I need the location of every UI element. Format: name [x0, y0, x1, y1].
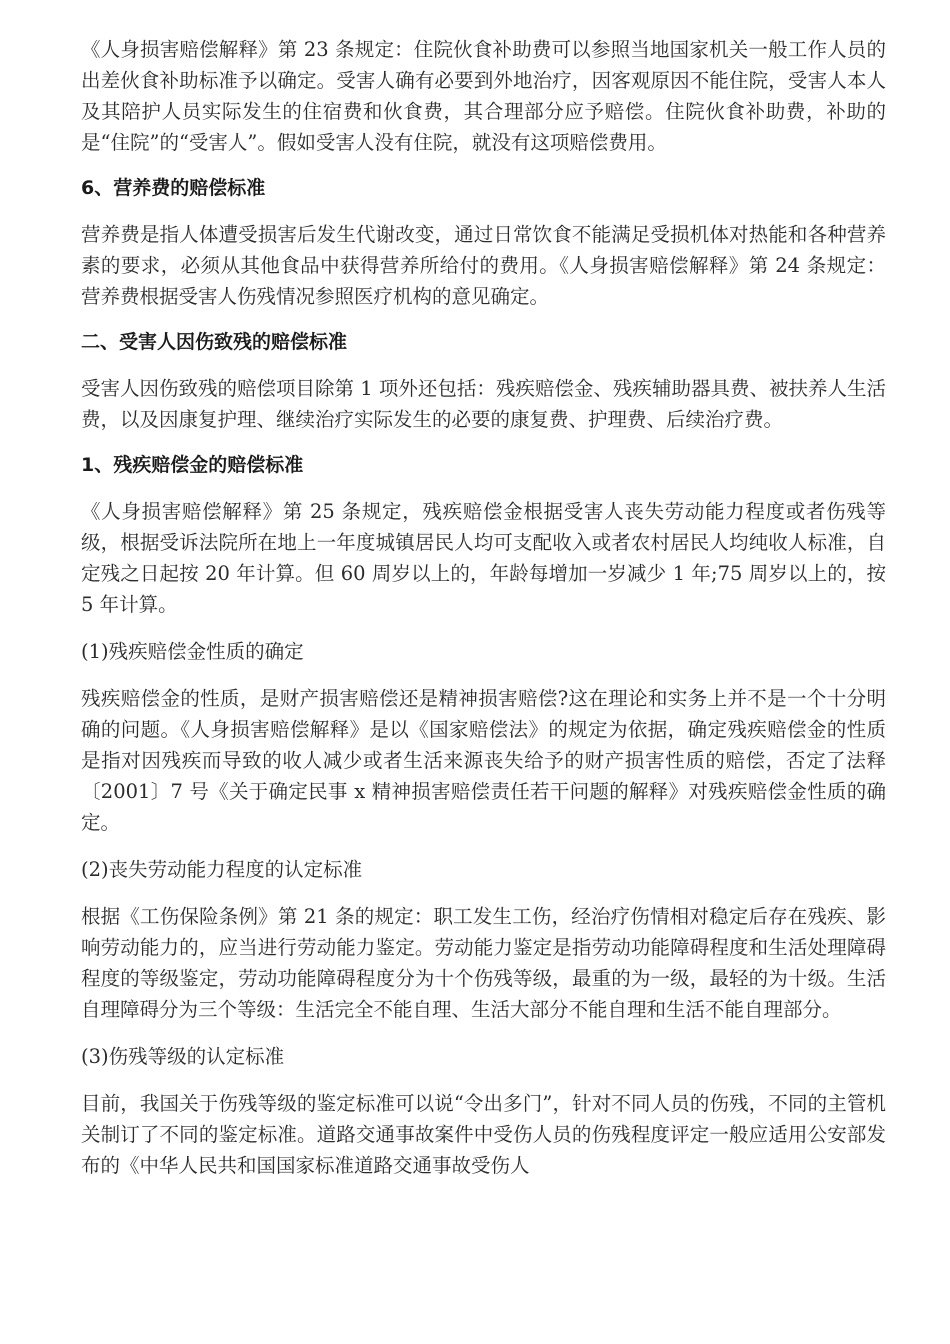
paragraph-labor-capacity: 根据《工伤保险条例》第 21 条的规定：职工发生工伤，经治疗伤情相对稳定后存在残疾、影响劳动能力的，应当进行劳动能力鉴定。劳动能力鉴定是指劳动功能障碍程度和生活处理障碍程度的等级鉴定，劳动功能障碍程度分为十个伤残等级，最重的为一级，最轻的为十级。生活自理障碍分为三个等级：生活完全不能自理、生活大部分不能自理和生活不能自理部分。: [81, 905, 886, 1021]
paragraph-disability-grade: 目前，我国关于伤残等级的鉴定标准可以说“令出多门”，针对不同人员的伤残，不同的主管机关制订了不同的鉴定标准。道路交通事故案件中受伤人员的伤残程度评定一般应适用公安部发布的《中华人民共和国国家标准道路交通事故受伤人: [81, 1092, 886, 1177]
paragraph-hospital-meal-subsidy: 《人身损害赔偿解释》第 23 条规定：住院伙食补助费可以参照当地国家机关一般工作人员的出差伙食补助标准予以确定。受害人确有必要到外地治疗，因客观原因不能住院，受害人本人及其陪护人员实际发生的住宿费和伙食费，其合理部分应予赔偿。住院伙食补助费，补助的是“住院”的“受害人”。假如受害人没有住院，就没有这项赔偿费用。: [81, 38, 886, 154]
heading-nutrition-fee: 6、营养费的赔偿标准: [81, 177, 266, 199]
heading-disability-compensation-standard: 1、残疾赔偿金的赔偿标准: [81, 454, 304, 476]
paragraph-nutrition-fee: 营养费是指人体遭受损害后发生代谢改变，通过日常饮食不能满足受损机体对热能和各种营养素的要求，必须从其他食品中获得营养所给付的费用。《人身损害赔偿解释》第 24 条规定：营养费根据受害人伤残情况参照医疗机构的意见确定。: [81, 223, 886, 308]
paragraph-article-25: 《人身损害赔偿解释》第 25 条规定，残疾赔偿金根据受害人丧失劳动能力程度或者伤残等级，根据受诉法院所在地上一年度城镇居民人均可支配收入或者农村居民人均纯收人标准，自定残之日起按 20 年计算。但 60 周岁以上的，年龄每增加一岁减少 1 年;75 周岁以上的，按 5 年计算。: [81, 500, 886, 616]
subheading-nature: (1)残疾赔偿金性质的确定: [81, 640, 304, 663]
paragraph-nature: 残疾赔偿金的性质，是财产损害赔偿还是精神损害赔偿?这在理论和实务上并不是一个十分明确的问题。《人身损害赔偿解释》是以《国家赔偿法》的规定为依据，确定残疾赔偿金的性质是指对因残疾而导致的收人减少或者生活来源丧失给予的财产损害性质的赔偿，否定了法释〔2001〕7 号《关于确定民事 x 精神损害赔偿责任若干问题的解释》对残疾赔偿金性质的确定。: [81, 687, 886, 834]
document-page: [81, 34, 886, 1197]
heading-disability-compensation: 二、受害人因伤致残的赔偿标准: [81, 331, 348, 353]
subheading-disability-grade: (3)伤残等级的认定标准: [81, 1045, 285, 1068]
subheading-labor-capacity: (2)丧失劳动能力程度的认定标准: [81, 858, 363, 881]
paragraph-disability-items: 受害人因伤致残的赔偿项目除第 1 项外还包括：残疾赔偿金、残疾辅助器具费、被扶养人生活费，以及因康复护理、继续治疗实际发生的必要的康复费、护理费、后续治疗费。: [81, 377, 886, 431]
